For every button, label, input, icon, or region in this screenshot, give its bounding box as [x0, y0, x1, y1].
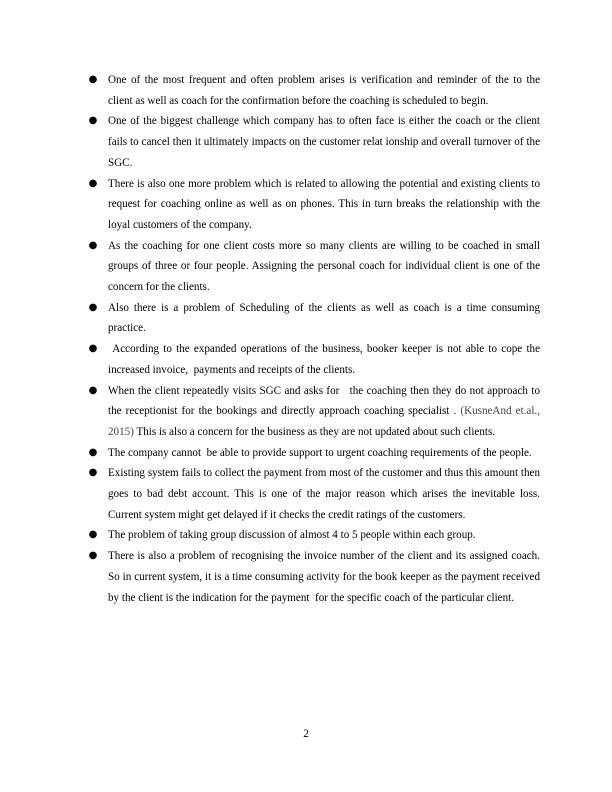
bullet-item-4 [88, 236, 540, 298]
bullet-text: One of the biggest challenge which company has to often face is either the coach or the client fails to cancel then it ultimately impacts on the customer relat ionship and overall turnover of the SGC. [108, 115, 540, 169]
bullet-text: The company cannot be able to provide support to urgent coaching requirements of the people. [108, 446, 532, 459]
bullet-item-2 [88, 111, 540, 173]
bullet-item-6 [88, 339, 540, 380]
bullet-dot-icon: ● [88, 239, 98, 251]
bullet-item-10 [88, 525, 540, 546]
bullet-text: Also there is a problem of Scheduling of the clients as well as coach is a time consuming practice. [108, 301, 540, 335]
bullet-dot-icon: ● [88, 115, 98, 127]
bullet-dot-icon: ● [88, 74, 98, 85]
bullet-dot-icon: ● [88, 384, 98, 396]
bullet-item-3 [88, 174, 540, 236]
bullet-item-8 [88, 443, 540, 464]
bullet-text: The problem of taking group discussion of almost 4 to 5 people within each group. [108, 529, 476, 542]
bullet-dot-icon: ● [88, 343, 98, 355]
bullet-item-1 [88, 70, 540, 111]
bullet-text-after-citation: This is also a concern for the business as they are not updated about such clients. [133, 425, 496, 438]
bullet-text: As the coaching for one client costs more so many clients are willing to be coached in small groups of three or four people. Assigning the personal coach for individual client is one of the concern for the clients. [108, 239, 540, 294]
bullet-dot-icon: ● [88, 529, 98, 541]
bullet-text: One of the most frequent and often problem arises is verification and reminder of the to the client as well as coach for the confirmation before the coaching is scheduled to begin. [108, 74, 540, 107]
bullet-text-before-citation: When the client repeatedly visits SGC and asks for the coaching then they do not approach to the receptionist for the bookings and directly approach coaching specialist . [108, 384, 540, 418]
bullet-dot-icon: ● [88, 301, 98, 313]
bullet-item-9 [88, 463, 540, 525]
bullet-dot-icon: ● [88, 446, 98, 458]
bullet-item-11 [88, 546, 540, 608]
bullet-dot-icon: ● [88, 550, 98, 562]
citation-text: (KusneAnd et.al., 2015) [108, 405, 540, 438]
bullet-text: There is also one more problem which is related to allowing the potential and existing clients to request for coaching online as well as on phones. This in turn breaks the relationship with the loyal customers of the company. [108, 177, 540, 231]
bullet-text: Existing system fails to collect the payment from most of the customer and thus this amount then goes to bad debt account. This is one of the major reason which arises the inevitable loss. Current system might get delayed if it checks the credit ratings of the customers. [108, 467, 540, 521]
bullet-item-5 [88, 298, 540, 339]
bullet-item-7 [88, 381, 540, 443]
bullet-dot-icon: ● [88, 177, 98, 189]
problem-bullet-list [88, 70, 540, 608]
bullet-dot-icon: ● [88, 467, 98, 479]
bullet-text: There is also a problem of recognising the invoice number of the client and its assigned coach. So in current system, it is a time consuming activity for the book keeper as the payment received by the client is the indication for the payment for the specific coach of the particular client. [108, 550, 540, 604]
bullet-text: According to the expanded operations of the business, booker keeper is not able to cope the increased invoice, payments and receipts of the clients. [108, 343, 540, 376]
page-number: 2 [303, 728, 309, 740]
